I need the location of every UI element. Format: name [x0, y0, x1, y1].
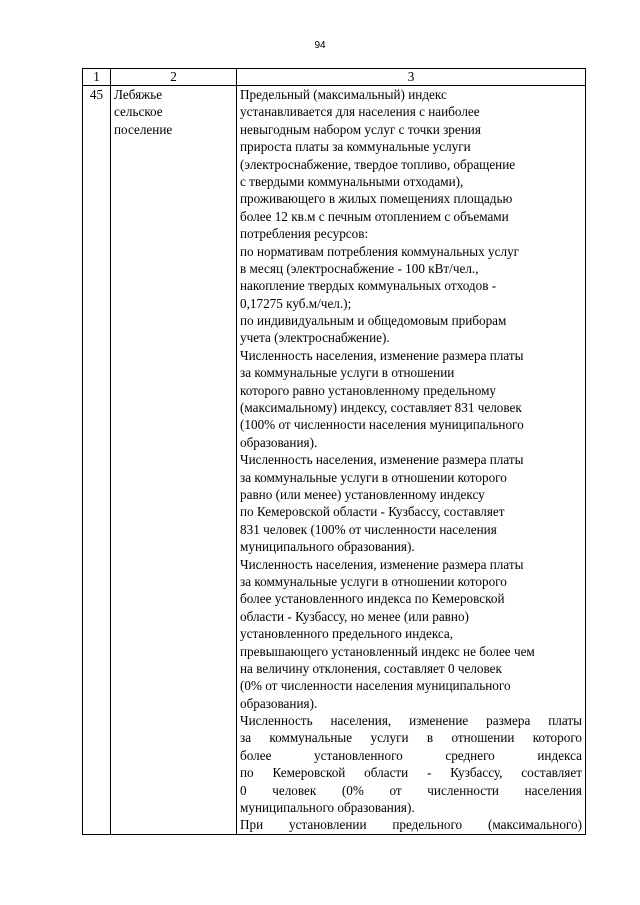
text-line: установленного предельного индекса, — [240, 626, 454, 642]
text-line: за коммунальные услуги в отношении которого — [240, 573, 507, 589]
text-line: которого равно установленному предельному — [240, 382, 497, 398]
text-line: накопление твердых коммунальных отходов - — [240, 278, 497, 294]
text-line: Численность населения, изменение размера платы — [240, 347, 524, 363]
text-line: прироста платы за коммунальные услуги — [240, 139, 471, 155]
text-line: учета (электроснабжение). — [240, 330, 390, 346]
text-line: (100% от численности населения муниципального — [240, 417, 524, 433]
text-line: муниципального образования). — [240, 800, 415, 816]
text-line: по индивидуальным и общедомовым приборам — [240, 313, 507, 329]
text-line: равно (или менее) установленному индексу — [240, 486, 485, 502]
text-line: 0 человек (0% от численности населения — [240, 782, 582, 798]
text-line: муниципального образования). — [240, 539, 415, 555]
page-number: 94 — [314, 40, 326, 51]
text-line: в месяц (электроснабжение - 100 кВт/чел., — [240, 260, 479, 276]
settlement-name-line: сельское — [114, 104, 163, 120]
text-line: более установленного индекса по Кемеровской — [240, 591, 505, 607]
text-line: по нормативам потребления коммунальных услуг — [240, 243, 520, 259]
text-line: более установленного среднего индекса — [240, 747, 582, 763]
text-line: за коммунальные услуги в отношении которого — [240, 469, 507, 485]
text-line: (максимальному) индексу, составляет 831 человек — [240, 400, 522, 416]
text-line: с твердыми коммунальными отходами), — [240, 173, 464, 189]
header-cell-1: 1 — [83, 69, 111, 86]
text-line: за коммунальные услуги в отношении которого — [240, 730, 582, 746]
settlement-name-line: поселение — [114, 121, 173, 137]
index-description — [237, 86, 586, 835]
text-line: потребления ресурсов: — [240, 226, 369, 242]
text-line: превышающего установленный индекс не более чем — [240, 643, 535, 659]
text-line: Предельный (максимальный) индекс — [240, 87, 447, 102]
text-line: образования). — [240, 434, 318, 450]
text-line: устанавливается для населения с наиболее — [240, 104, 480, 120]
text-line: проживающего в жилых помещениях площадью — [240, 191, 513, 207]
text-line: более 12 кв.м с печным отоплением с объемами — [240, 208, 509, 224]
text-line: невыгодным набором услуг с точки зрения — [240, 121, 481, 137]
text-line: Численность населения, изменение размера платы — [240, 713, 582, 729]
header-cell-2: 2 — [111, 69, 237, 86]
row-number: 45 — [83, 86, 111, 835]
text-line: на величину отклонения, составляет 0 человек — [240, 660, 502, 676]
text-line: по Кемеровской области - Кузбассу, составляет — [240, 504, 505, 520]
text-line: за коммунальные услуги в отношении — [240, 365, 455, 381]
table-row — [83, 86, 586, 835]
table-header-row — [83, 69, 586, 86]
settlement-name — [111, 86, 237, 835]
text-line: 0,17275 куб.м/чел.); — [240, 295, 352, 311]
text-line: При установлении предельного (максимального) — [240, 817, 582, 833]
text-line: (электроснабжение, твердое топливо, обращение — [240, 156, 516, 172]
text-line: Численность населения, изменение размера платы — [240, 556, 524, 572]
text-line: образования). — [240, 695, 318, 711]
text-line: области - Кузбассу, но менее (или равно) — [240, 608, 469, 624]
data-table — [82, 68, 586, 835]
text-line: по Кемеровской области - Кузбассу, составляет — [240, 765, 582, 781]
text-line: 831 человек (100% от численности населения — [240, 521, 497, 537]
header-cell-3: 3 — [237, 69, 586, 86]
text-line: (0% от численности населения муниципального — [240, 678, 511, 694]
text-line: Численность населения, изменение размера платы — [240, 452, 524, 468]
settlement-name-line: Лебяжье — [114, 87, 163, 102]
